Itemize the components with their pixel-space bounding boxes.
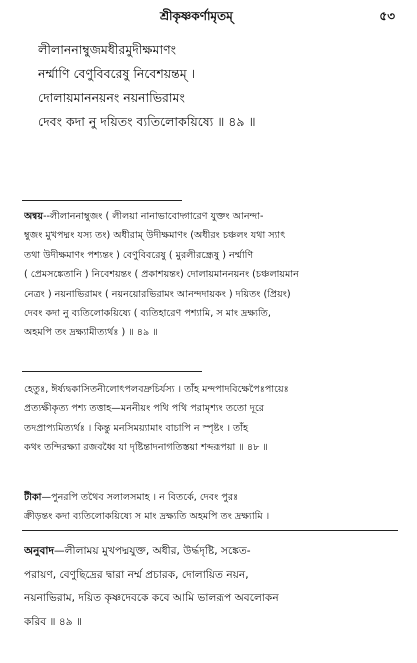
- running-title: শ্রীকৃষ্ণকর্ণামৃতম্‌: [160, 9, 233, 23]
- anuvad-section: [24, 540, 400, 634]
- anvaya-section: [24, 207, 400, 343]
- anuvad-line: পরায়ণ, বেণুছিদ্রের দ্বারা নর্ম্ম প্রচারক, দোলায়িত নয়ন,: [24, 568, 249, 581]
- section-divider: [22, 200, 182, 201]
- tika-label: টীকা: [24, 492, 42, 503]
- verse-line: দোলায়মাননয়নং নয়নাভিরামং: [38, 90, 185, 105]
- commentary-line: প্রত্যক্ষীকৃত্য পশ্য তত্তাহ—মননীয়ং পথি পথি পরামৃশ্যং ততো দূরে: [24, 403, 265, 415]
- anuvad-line: করিব ॥ ৪৯ ॥: [24, 615, 83, 628]
- anvaya-line: নেত্রং ) নয়নাভিরামং ( নয়নয়োরভিরামং আনন্দদায়কং ) দয়িতং (প্রিয়ং): [24, 288, 291, 300]
- page-number: ৫৩: [379, 9, 395, 23]
- anuvad-label: অনুবাদ: [24, 545, 55, 557]
- commentary-section: [24, 380, 400, 458]
- commentary-line: কথং তন্দিরক্ষ্যা রজবধ্বৈ যা দৃষ্টিন্তাদনাগতিস্তয়া শব্দরূপয়া ॥ ৪৮ ॥: [24, 442, 268, 454]
- verse-line: নর্ম্মাণি বেণুবিবরেষু নিবেশয়ন্তম্‌ ।: [38, 66, 196, 81]
- anuvad-line: নয়নাভিরাম, দয়িত কৃষ্ণদেবকে কবে আমি ভালরূপ অবলোকন: [24, 592, 279, 604]
- anvaya-line: ( প্রেমসঙ্কেতানি ) নিবেশয়ন্তং ( প্রকাশয়ন্তং) দোলায়মাননয়নং (চঞ্চলায়মান: [24, 269, 299, 281]
- anuvad-line: অনুবাদ—লীলাময় মুখপদ্মযুক্ত, অধীর, উর্দ্ধদৃষ্টি, সঙ্কেত-: [24, 545, 251, 557]
- anvaya-line: তথা উদীক্ষমাণং পশ্যন্তং ) বেণুবিবরেষু ( মুরলীরন্ধ্রেষু ) নর্ম্মাণি: [24, 249, 254, 261]
- verse-line: দেবং কদা নু দয়িতং ব্যতিলোকয়িষ্যে ॥ ৪৯ ॥: [38, 114, 256, 129]
- page-header: [0, 8, 417, 30]
- verse-line: লীলাননাম্বুজমধীরমুদীক্ষমাণং: [38, 42, 177, 57]
- anvaya-line: অন্বয়--লীলাননাম্বুজং ( লীলয়া নানাভাবোদ্গারেণ যুক্তং আনন্দা-: [24, 211, 264, 222]
- tika-line: ক্রীড়ন্তং কদা ব্যতিলোকয়িষ্যে স মাং দ্রক্ষ্যতি অহমপি তং দ্রক্ষ্যামি ।: [24, 511, 270, 523]
- sloka-verse: [38, 38, 398, 134]
- commentary-line: হেতুঃ, ঈর্ষ্যদ্বকাসিতনীলোৎপলবদ্রুচির্যস্য । তাঁহ মন্দপাদবিক্ষেপৈঃপায়েঃ: [24, 384, 289, 395]
- commentary-line: তদপ্রাপ্যমিত্যর্থঃ । কিন্তু মনসিময়্যামাং বাচাপি ন স্পৃষ্টং । তাঁহ: [24, 422, 249, 434]
- footnote-divider: [22, 371, 202, 372]
- anvaya-line: ম্বুজং মুখপদ্মং যস্য তং) অধীরাম্‌ উদীক্ষমাণং (অধীরং চঞ্চলং যথা স্যাৎ: [24, 230, 286, 242]
- anvaya-label: অন্বয়: [24, 211, 44, 222]
- tika-line: টীকা—পুনরপি তথৈব সলালসমাহ । ন বিতর্কে, দেবং পুরঃ: [24, 492, 239, 503]
- anuvad-divider: [22, 530, 398, 531]
- anvaya-line: দেবং কদা নু ব্যতিলোকয়িষ্যে ( ব্যতিহারেণ পশ্যামি, স মাং দ্রক্ষ্যতি,: [24, 308, 271, 320]
- anvaya-line: অহমপি তং দ্রক্ষ্যামীত্যর্থঃ ) ॥ ৪৯ ॥: [24, 327, 158, 339]
- tika-section: [24, 488, 400, 527]
